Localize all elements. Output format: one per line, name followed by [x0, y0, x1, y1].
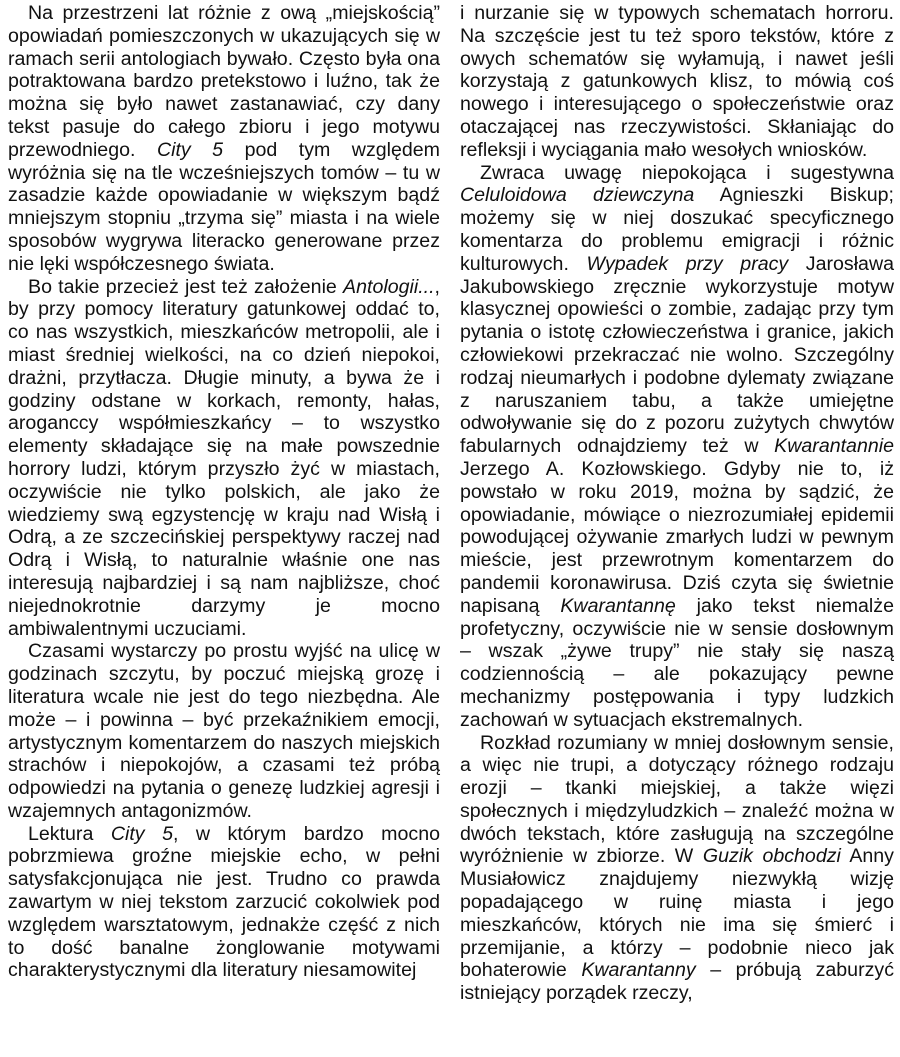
right-column — [460, 2, 894, 1005]
story-title: Guzik obchodzi — [702, 845, 841, 868]
paragraph-text: Na przestrzeni lat różnie z ową „miejskością” opowiadań pomieszczonych w ukazujących się w ramach serii antologiach bywało. Często była ona potraktowana bardzo pretekstowo i luźno, tak że można się było nawet zastanawiać, czy dany tekst pasuje do całego zbioru i jego motywu przewodniego. — [8, 2, 440, 161]
paragraph-text: Rozkład rozumiany w mniej dosłownym sensie, a więc nie trupi, a dotyczący różnego rodzaju erozji – tkanki miejskiej, a także więzi społecznych i międzyludzkich – znaleźć można w dwóch tekstach, które zasługują na szczególne wyróżnienie w zbiorze. W — [460, 731, 894, 868]
story-title: Kwarantannę — [560, 594, 676, 617]
paragraph-5 — [460, 162, 894, 732]
book-title: City 5 — [110, 822, 173, 845]
paragraph-text: Agnieszki Biskup; możemy się w niej doszukać specyficznego komentarza do problemu emigracji i różnic kulturowych. — [460, 184, 895, 275]
story-title: Celuloidowa dziewczyna — [460, 184, 695, 207]
paragraph-text: jako tekst niemalże profetyczny, oczywiście nie w sensie dosłownym – wszak „żywe trupy” nie stały się naszą codziennością – ale pokazujący pewne mechanizmy postępowania i typy ludzkich zachowań w sytuacjach ekstremalnych. — [460, 594, 894, 731]
paragraph-6 — [460, 732, 894, 1006]
paragraph-text: Czasami wystarczy po prostu wyjść na ulicę w godzinach szczytu, by poczuć miejską grozę i literatura wcale nie jest do tego niezbędna. Ale może – i powinna – być przekaźnikiem emocji, artystycznym komentarzem do naszych miejskich strachów i niepokojów, a czasami też próbą odpowiedzi na pytania o genezę ludzkiej agresji i wzajemnych antagonizmów. — [8, 640, 440, 822]
paragraph-3 — [8, 640, 440, 822]
paragraph-text: Zwraca uwagę niepokojąca i sugestywna — [480, 161, 894, 184]
paragraph-text: pod tym względem wyróżnia się na tle wcześniejszych tomów – tu w zasadzie każde opowiadanie w większym bądź mniejszym stopniu „trzyma się” miasta i na wiele sposobów wygrywa literacko generowane przez nie lęki współczesnego świata. — [8, 138, 441, 275]
paragraph-4 — [8, 823, 440, 983]
paragraph-text: Anny Musiałowicz znajdujemy niezwykłą wizję popadającego w ruinę miasta i jego mieszkańców, których nie ima się śmierć i przemijanie, a którzy – podobnie nieco jak bohaterowie — [460, 845, 894, 982]
story-title: Kwarantannie — [774, 435, 894, 458]
paragraph-text: , w którym bardzo mocno pobrzmiewa groźne miejskie echo, w pełni satysfakcjonująca nie jest. Trudno co prawda zawartym w niej tekstom zarzucić cokolwiek pod względem warsztatowym, jednakże część z nich to dość banalne żonglowanie motywami charakterystycznymi dla literatury niesamowitej — [8, 822, 440, 982]
paragraph-text: Bo takie przecież jest też założenie — [28, 275, 344, 298]
left-column — [8, 2, 440, 982]
paragraph-text: – próbują zaburzyć istniejący porządek rzeczy, — [460, 959, 894, 1005]
story-title: Wypadek przy pracy — [586, 252, 789, 275]
paragraph-text: Jarosława Jakubowskiego zręcznie wykorzystuje motyw klasycznej opowieści o zombie, zadając przy tym pytania o istotę człowieczeństwa i granice, jakich człowiekowi przekraczać nie wolno. Szczególny rodzaj nieumarłych i podobne dylematy związane z naruszaniem tabu, a także umiejętne odwoływanie się do z pozoru zużytych chwytów fabularnych odnajdziemy też w — [460, 252, 894, 458]
paragraph-text: i nurzanie się w typowych schematach horroru. Na szczęście jest tu też sporo tekstów, które z owych schematów się wyłamują, i nawet jeśli korzystają z gatunkowych klisz, to mówią coś nowego i interesującego o społeczeństwie oraz otaczającej nas rzeczywistości. Skłaniając do refleksji i wyciągania mało wesołych wniosków. — [460, 2, 894, 161]
paragraph-continued — [460, 2, 894, 162]
story-title: Kwarantanny — [581, 959, 696, 982]
book-title: City 5 — [156, 138, 224, 161]
paragraph-2 — [8, 276, 440, 641]
paragraph-text: Jerzego A. Kozłowskiego. Gdyby nie to, iż powstało w roku 2019, można by sądzić, że opowiadanie, mówiące o niezrozumiałej epidemii powodującej ożywanie zmarłych ludzi w pewnym mieście, jest przewrotnym komentarzem do pandemii koronawirusa. Dziś czyta się świetnie napisaną — [460, 457, 894, 617]
paragraph-text: , by przy pomocy literatury gatunkowej oddać to, co nas wszystkich, mieszkańców metropolii, ale i miast średniej wielkości, na co dzień niepokoi, drażni, przytłacza. Długie minuty, a bywa że i godziny odstane w korkach, remonty, hałas, aroganccy współmieszkańcy – to wszystko elementy składające się na małe powszednie horrory ludzi, którym przyszło żyć w miastach, oczywiście nie tylko polskich, ale jako że wiedziemy swą egzystencję w kraju nad Wisłą i Odrą, a ze szczecińskiej perspektywy raczej nad Odrą i Wisłą, to naturalnie właśnie one nas interesują najbardziej i są nam najbliższe, choć niejednokrotnie darzymy je mocno ambiwalentnymi uczuciami. — [8, 275, 440, 640]
paragraph-text: Lektura — [28, 822, 111, 845]
book-title: Antologii... — [343, 275, 435, 298]
paragraph-1 — [8, 2, 440, 276]
